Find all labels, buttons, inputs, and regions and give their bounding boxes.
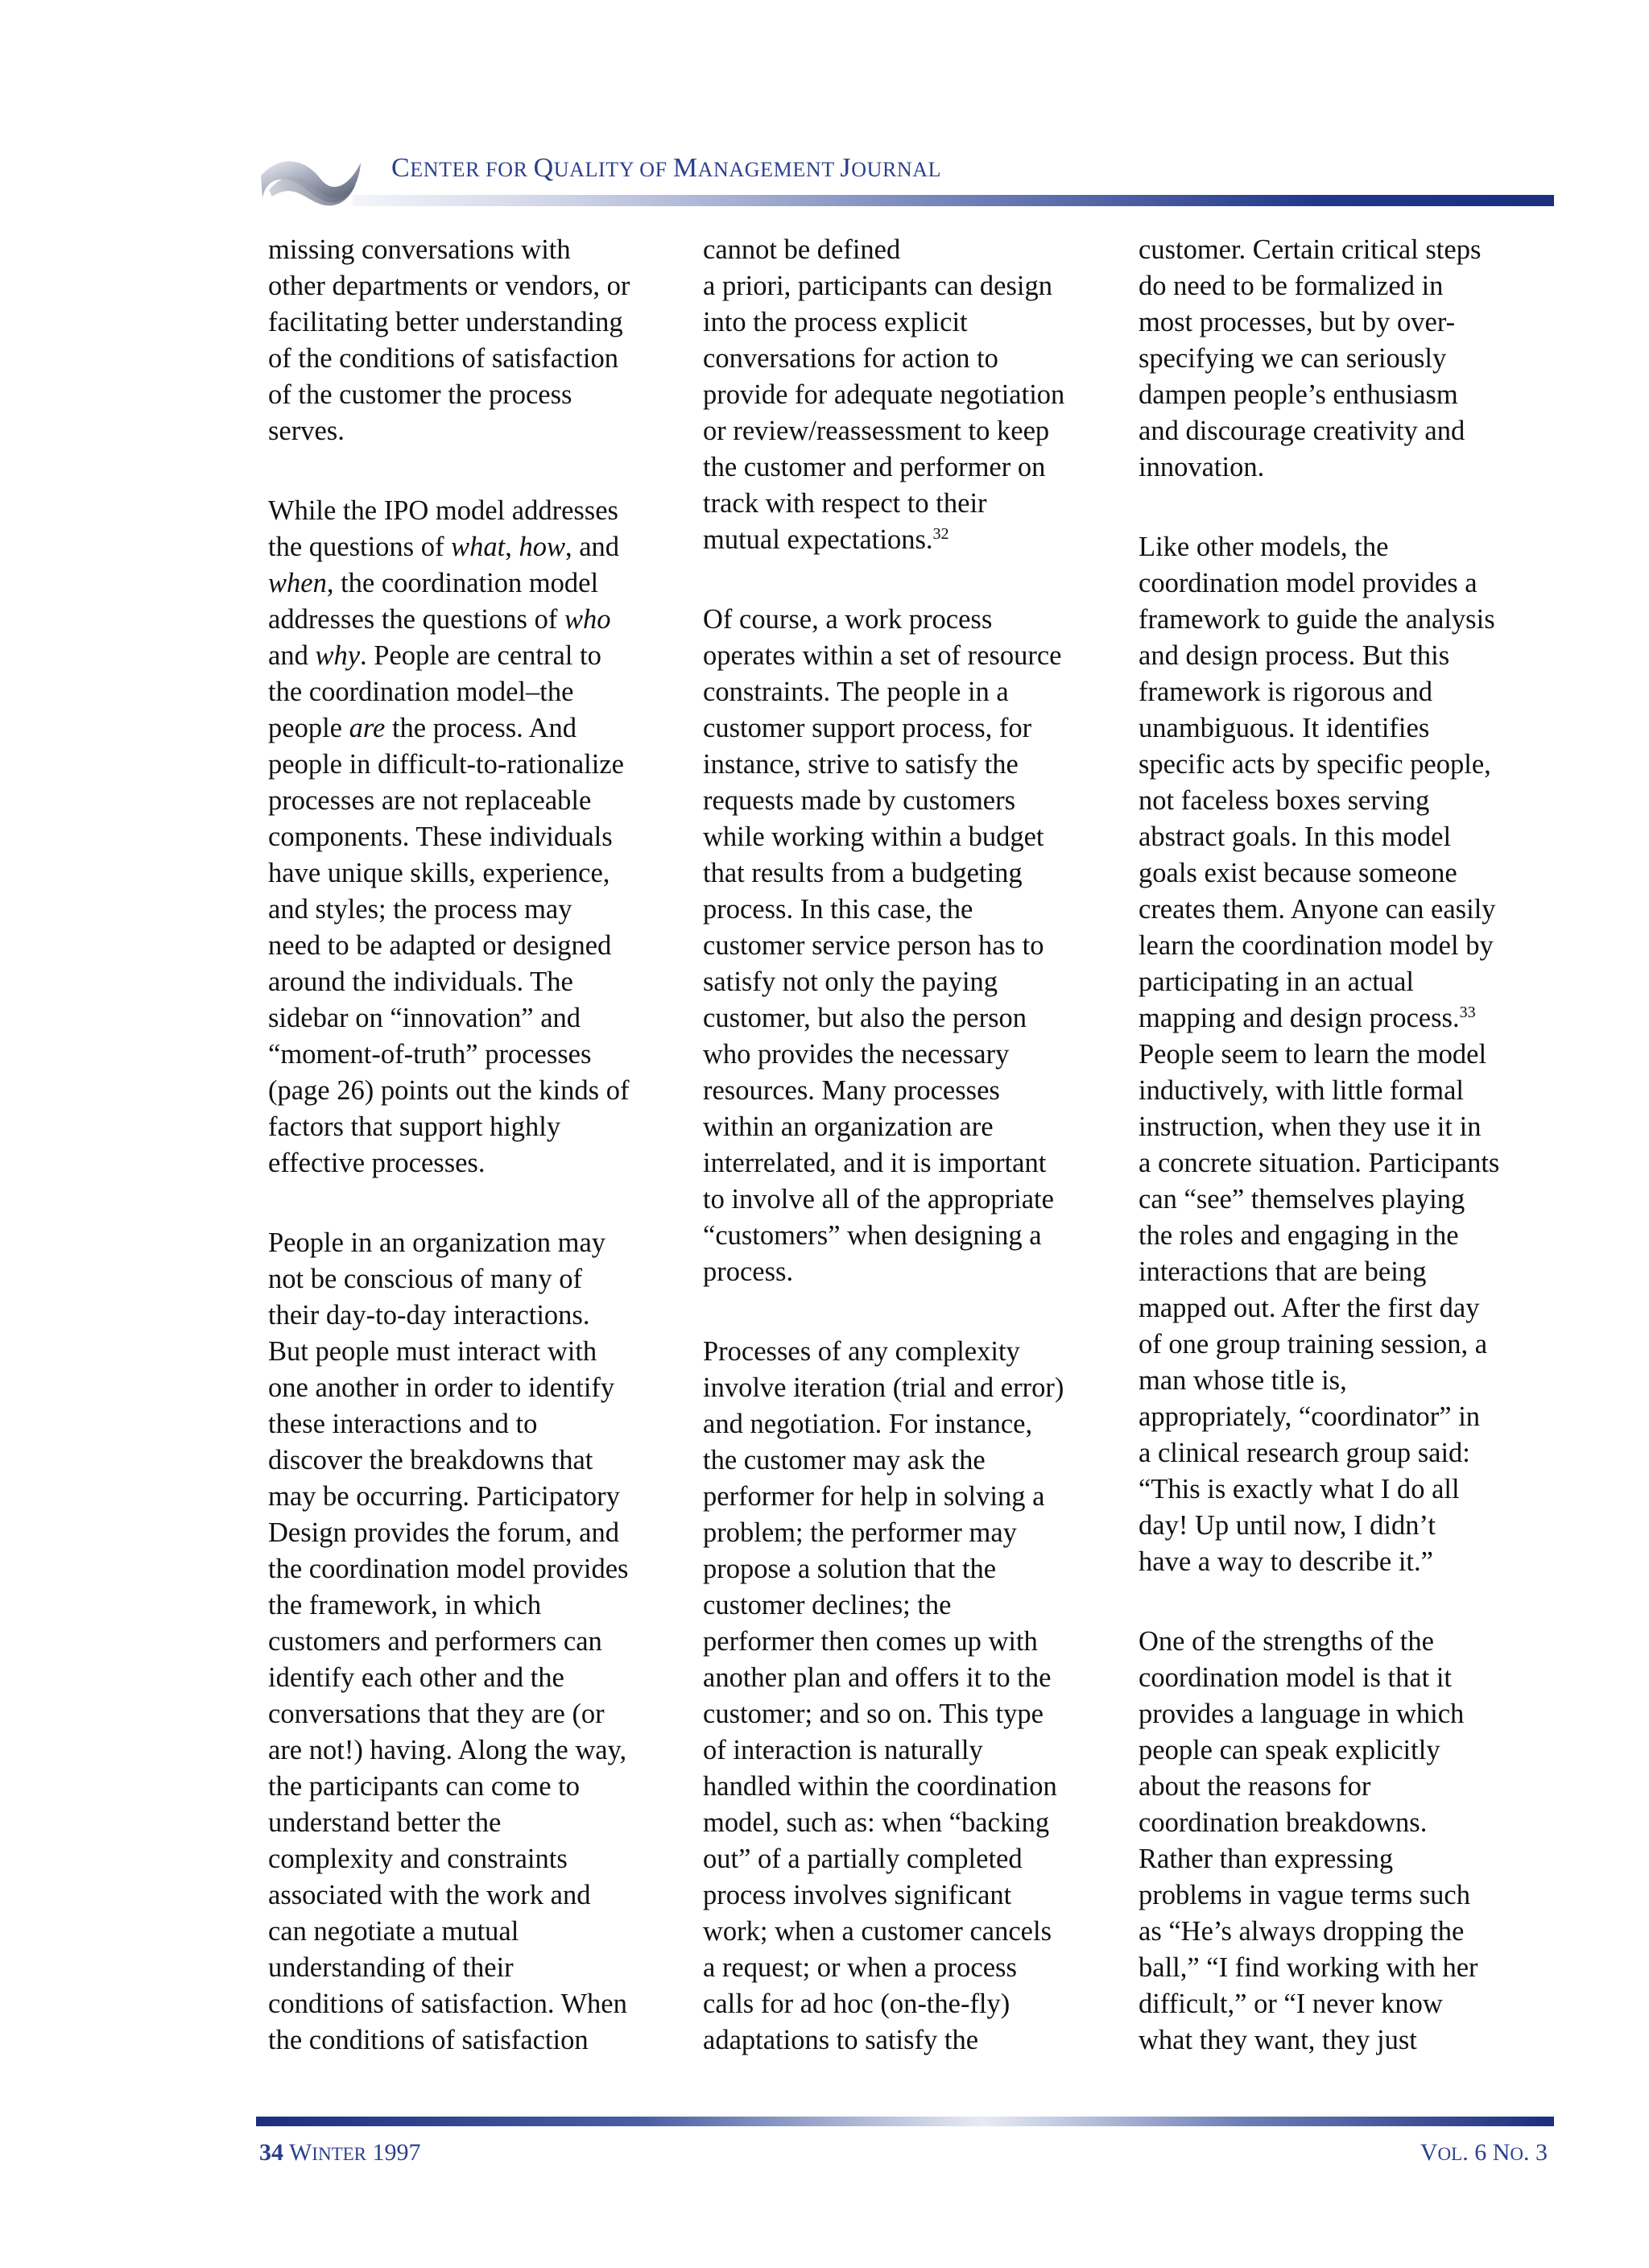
text-line: Like other models, the: [1139, 532, 1389, 562]
text-line: provides a language in which: [1139, 1699, 1465, 1729]
journal-title-part: OURNAL: [851, 158, 942, 181]
text-line: provide for adequate negotiation: [703, 379, 1065, 410]
header-rule: [353, 195, 1554, 206]
text-line: difficult,” or “I never know: [1139, 1989, 1443, 2019]
text-line: people are the process. And: [268, 713, 577, 743]
journal-title-part: UALITY OF: [553, 158, 673, 181]
text-line: mutual expectations.$^{32}$: [703, 524, 949, 555]
text-line: unambiguous. It identifies: [1139, 713, 1430, 743]
text-line: and why. People are central to: [268, 640, 601, 671]
footer-season-initial: W: [288, 2139, 312, 2166]
text-line: interactions that are being: [1139, 1256, 1427, 1287]
text-line: appropriately, “coordinator” in: [1139, 1401, 1481, 1432]
text-line: People seem to learn the model: [1139, 1039, 1487, 1070]
text-line: People in an organization may: [268, 1227, 606, 1258]
text-line: “This is exactly what I do all: [1139, 1474, 1460, 1504]
text-line: processes are not replaceable: [268, 785, 592, 816]
page-number: 34: [259, 2139, 283, 2166]
text-line: who provides the necessary: [703, 1039, 1010, 1070]
text-line: problem; the performer may: [703, 1517, 1017, 1548]
journal-title-initial: C: [391, 153, 411, 183]
paragraph: [268, 232, 703, 449]
text-line: cannot be defined: [703, 234, 901, 265]
text-line: performer then comes up with: [703, 1626, 1038, 1657]
text-line: associated with the work and: [268, 1880, 591, 1910]
text-line: model, such as: when “backing: [703, 1807, 1050, 1838]
text-line: the customer and performer on: [703, 452, 1046, 482]
text-line: participating in an actual: [1139, 966, 1414, 997]
text-line: framework is rigorous and: [1139, 677, 1433, 707]
text-line: missing conversations with: [268, 234, 571, 265]
text-line: instruction, when they use it in: [1139, 1111, 1482, 1142]
footnote-marker: 32: [932, 525, 949, 543]
text-line: (page 26) points out the kinds of: [268, 1075, 630, 1106]
text-line: while working within a budget: [703, 822, 1044, 852]
text-line: specifying we can seriously: [1139, 343, 1447, 374]
paragraph: [703, 232, 1138, 558]
text-line: of the conditions of satisfaction: [268, 343, 618, 374]
text-line: the customer may ask the: [703, 1445, 986, 1475]
text-line: need to be adapted or designed: [268, 930, 612, 961]
text-line: customer support process, for: [703, 713, 1032, 743]
text-line: another plan and offers it to the: [703, 1662, 1052, 1693]
text-line: process involves significant: [703, 1880, 1012, 1910]
footer-issue: [259, 2139, 421, 2167]
text-line: customer declines; the: [703, 1590, 952, 1620]
text-line: addresses the questions of who: [268, 604, 611, 635]
text-line: customer; and so on. This type: [703, 1699, 1044, 1729]
text-line: Rather than expressing: [1139, 1844, 1394, 1874]
footer-volume: [1420, 2139, 1548, 2167]
text-line: ball,” “I find working with her: [1139, 1952, 1478, 1983]
text-line: these interactions and to: [268, 1409, 538, 1439]
text-line: Design provides the forum, and: [268, 1517, 619, 1548]
text-line: the participants can come to: [268, 1771, 581, 1802]
text-line: conversations for action to: [703, 343, 998, 374]
text-line: the framework, in which: [268, 1590, 542, 1620]
text-line: of interaction is naturally: [703, 1735, 983, 1765]
text-column-1: [268, 232, 703, 2102]
journal-title-part: ANAGEMENT: [697, 158, 841, 181]
text-line: not be conscious of many of: [268, 1264, 582, 1294]
text-line: calls for ad hoc (on-the-fly): [703, 1989, 1010, 2019]
text-column-3: [1139, 232, 1573, 2102]
text-line: people in difficult-to-rationalize: [268, 749, 624, 780]
text-line: man whose title is,: [1139, 1365, 1347, 1396]
text-line: specific acts by specific people,: [1139, 749, 1491, 780]
footer-volume-part: O: [1510, 2144, 1523, 2164]
text-line: facilitating better understanding: [268, 307, 623, 337]
text-line: track with respect to their: [703, 488, 987, 519]
text-line: the coordination model–the: [268, 677, 574, 707]
text-line: day! Up until now, I didn’t: [1139, 1510, 1436, 1541]
text-line: to involve all of the appropriate: [703, 1184, 1054, 1215]
text-line: one another in order to identify: [268, 1372, 615, 1403]
footer-volume-part: . 3: [1523, 2139, 1548, 2166]
paragraph: [1139, 529, 1573, 1580]
text-line: other departments or vendors, or: [268, 271, 630, 301]
text-line: components. These individuals: [268, 822, 613, 852]
journal-title-part: ENTER FOR: [410, 158, 534, 181]
text-line: their day-to-day interactions.: [268, 1300, 590, 1331]
text-line: coordination model provides a: [1139, 568, 1477, 598]
text-line: most processes, but by over-: [1139, 307, 1456, 337]
text-line: handled within the coordination: [703, 1771, 1057, 1802]
text-line: While the IPO model addresses: [268, 495, 618, 526]
journal-title-initial: J: [840, 153, 852, 183]
text-line: Processes of any complexity: [703, 1336, 1020, 1367]
text-line: of the customer the process: [268, 379, 572, 410]
text-line: of one group training session, a: [1139, 1329, 1488, 1360]
text-line: “moment-of-truth” processes: [268, 1039, 592, 1070]
text-line: conversations that they are (or: [268, 1699, 605, 1729]
text-line: can “see” themselves playing: [1139, 1184, 1465, 1215]
text-line: what they want, they just: [1139, 2025, 1417, 2055]
text-line: or review/reassessment to keep: [703, 416, 1050, 446]
footer-season-part: INTER: [312, 2144, 367, 2164]
text-line: goals exist because someone: [1139, 858, 1457, 888]
page-header: [258, 143, 1554, 208]
text-line: constraints. The people in a: [703, 677, 1009, 707]
journal-logo-icon: [258, 151, 364, 209]
journal-title-initial: Q: [533, 153, 554, 183]
paragraph: [1139, 232, 1573, 486]
text-line: a request; or when a process: [703, 1952, 1017, 1983]
text-line: effective processes.: [268, 1148, 486, 1178]
text-line: customer. Certain critical steps: [1139, 234, 1482, 265]
text-line: not faceless boxes serving: [1139, 785, 1430, 816]
text-line: process.: [703, 1256, 794, 1287]
text-line: about the reasons for: [1139, 1771, 1371, 1802]
text-line: abstract goals. In this model: [1139, 822, 1452, 852]
footnote-marker: 33: [1459, 1004, 1476, 1021]
footer-volume-part: N: [1492, 2139, 1511, 2166]
paragraph: [703, 1334, 1138, 2059]
text-line: and discourage creativity and: [1139, 416, 1465, 446]
text-line: involve iteration (trial and error): [703, 1372, 1064, 1403]
text-line: performer for help in solving a: [703, 1481, 1045, 1512]
text-line: Of course, a work process: [703, 604, 993, 635]
text-line: a concrete situation. Participants: [1139, 1148, 1500, 1178]
text-line: factors that support highly: [268, 1111, 561, 1142]
footer-rule: [256, 2117, 1554, 2126]
text-line: and design process. But this: [1139, 640, 1450, 671]
journal-title-initial: M: [672, 153, 698, 183]
text-line: satisfy not only the paying: [703, 966, 998, 997]
text-line: the questions of what, how, and: [268, 532, 620, 562]
text-line: and negotiation. For instance,: [703, 1409, 1033, 1439]
text-line: understand better the: [268, 1807, 502, 1838]
text-line: coordination model is that it: [1139, 1662, 1453, 1693]
text-line: within an organization are: [703, 1111, 994, 1142]
footer-volume-part: . 6: [1462, 2139, 1493, 2166]
journal-title: [391, 153, 941, 184]
footer-volume-part: V: [1420, 2139, 1438, 2166]
text-line: conditions of satisfaction. When: [268, 1989, 627, 2019]
text-line: serves.: [268, 416, 345, 446]
text-line: mapped out. After the first day: [1139, 1293, 1480, 1323]
text-line: “customers” when designing a: [703, 1220, 1042, 1251]
text-line: operates within a set of resource: [703, 640, 1062, 671]
text-line: propose a solution that the: [703, 1554, 997, 1584]
text-line: are not!) having. Along the way,: [268, 1735, 627, 1765]
text-line: the roles and engaging in the: [1139, 1220, 1459, 1251]
text-line: the conditions of satisfaction: [268, 2025, 589, 2055]
text-line: a priori, participants can design: [703, 271, 1052, 301]
paragraph: [268, 493, 703, 1182]
text-line: a clinical research group said:: [1139, 1438, 1470, 1468]
text-line: But people must interact with: [268, 1336, 597, 1367]
text-line: dampen people’s enthusiasm: [1139, 379, 1458, 410]
text-line: requests made by customers: [703, 785, 1016, 816]
text-line: problems in vague terms such: [1139, 1880, 1470, 1910]
text-line: customer, but also the person: [703, 1003, 1027, 1033]
text-column-2: [703, 232, 1138, 2102]
text-line: process. In this case, the: [703, 894, 973, 925]
text-line: sidebar on “innovation” and: [268, 1003, 581, 1033]
text-line: work; when a customer cancels: [703, 1916, 1052, 1947]
paragraph: [1139, 1624, 1573, 2059]
text-line: as “He’s always dropping the: [1139, 1916, 1465, 1947]
text-line: complexity and constraints: [268, 1844, 568, 1874]
text-line: and styles; the process may: [268, 894, 572, 925]
text-line: the coordination model provides: [268, 1554, 629, 1584]
text-line: understanding of their: [268, 1952, 514, 1983]
text-line: inductively, with little formal: [1139, 1075, 1465, 1106]
text-line: out” of a partially completed: [703, 1844, 1023, 1874]
text-line: discover the breakdowns that: [268, 1445, 593, 1475]
text-line: coordination breakdowns.: [1139, 1807, 1428, 1838]
text-line: into the process explicit: [703, 307, 968, 337]
text-line: may be occurring. Participatory: [268, 1481, 620, 1512]
text-line: One of the strengths of the: [1139, 1626, 1434, 1657]
paragraph: [703, 602, 1138, 1290]
text-line: do need to be formalized in: [1139, 271, 1444, 301]
text-line: identify each other and the: [268, 1662, 564, 1693]
text-line: creates them. Anyone can easily: [1139, 894, 1496, 925]
text-line: framework to guide the analysis: [1139, 604, 1495, 635]
text-line: people can speak explicitly: [1139, 1735, 1440, 1765]
text-line: adaptations to satisfy the: [703, 2025, 979, 2055]
text-line: resources. Many processes: [703, 1075, 1000, 1106]
text-line: have a way to describe it.”: [1139, 1546, 1433, 1577]
text-line: have unique skills, experience,: [268, 858, 610, 888]
footer-year: 1997: [366, 2139, 421, 2166]
text-line: innovation.: [1139, 452, 1265, 482]
text-line: interrelated, and it is important: [703, 1148, 1047, 1178]
text-line: can negotiate a mutual: [268, 1916, 519, 1947]
text-line: customer service person has to: [703, 930, 1044, 961]
text-line: mapping and design process.$^{33}$: [1139, 1003, 1476, 1033]
text-line: instance, strive to satisfy the: [703, 749, 1019, 780]
text-line: around the individuals. The: [268, 966, 573, 997]
footer-volume-part: OL: [1437, 2144, 1463, 2164]
text-line: customers and performers can: [268, 1626, 602, 1657]
text-line: when, the coordination model: [268, 568, 599, 598]
paragraph: [268, 1225, 703, 2059]
text-line: learn the coordination model by: [1139, 930, 1494, 961]
text-line: that results from a budgeting: [703, 858, 1023, 888]
